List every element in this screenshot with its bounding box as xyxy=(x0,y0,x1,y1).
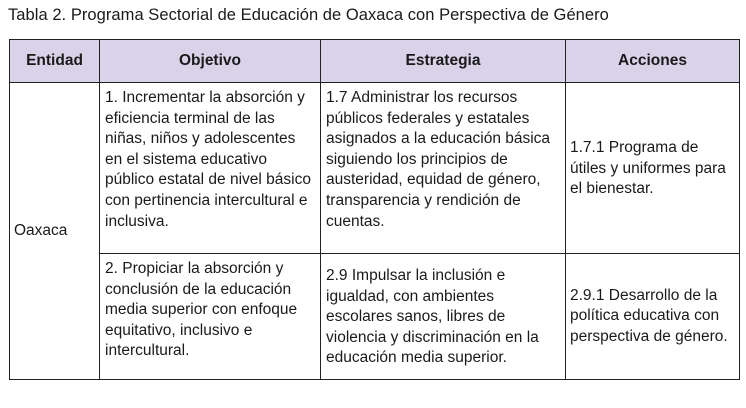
table-row xyxy=(10,254,740,380)
header-objetivo: Objetivo xyxy=(100,40,321,83)
header-acciones: Acciones xyxy=(566,40,740,83)
header-estrategia: Estrategia xyxy=(321,40,566,83)
table-row xyxy=(10,83,740,254)
estrategia-cell: 1.7 Administrar los recursos públicos federales y estatales asignados a la educación básica siguiendo los principios de austeridad, equidad de género, transparencia y rendición de cuentas. xyxy=(321,83,566,254)
accion-cell: 1.7.1 Programa de útiles y uniformes para el bienestar. xyxy=(566,83,740,254)
estrategia-cell: 2.9 Impulsar la inclusión e igualdad, con ambientes escolares sanos, libres de violencia y discriminación en la educación media superior. xyxy=(321,254,566,380)
accion-cell: 2.9.1 Desarrollo de la política educativa con perspectiva de género. xyxy=(566,254,740,380)
table-caption: Tabla 2. Programa Sectorial de Educación de Oaxaca con Perspectiva de Género xyxy=(8,6,609,24)
table-header-row xyxy=(10,40,740,83)
entidad-cell: Oaxaca xyxy=(10,83,100,380)
header-entidad: Entidad xyxy=(10,40,100,83)
objetivo-cell: 1. Incrementar la absorción y eficiencia terminal de las niñas, niños y adolescentes en el sistema educativo público estatal de nivel básico con pertinencia intercultural e inclusiva. xyxy=(100,83,321,254)
education-program-table xyxy=(9,39,740,380)
objetivo-cell: 2. Propiciar la absorción y conclusión de la educación media superior con enfoque equitativo, inclusivo e intercultural. xyxy=(100,254,321,380)
